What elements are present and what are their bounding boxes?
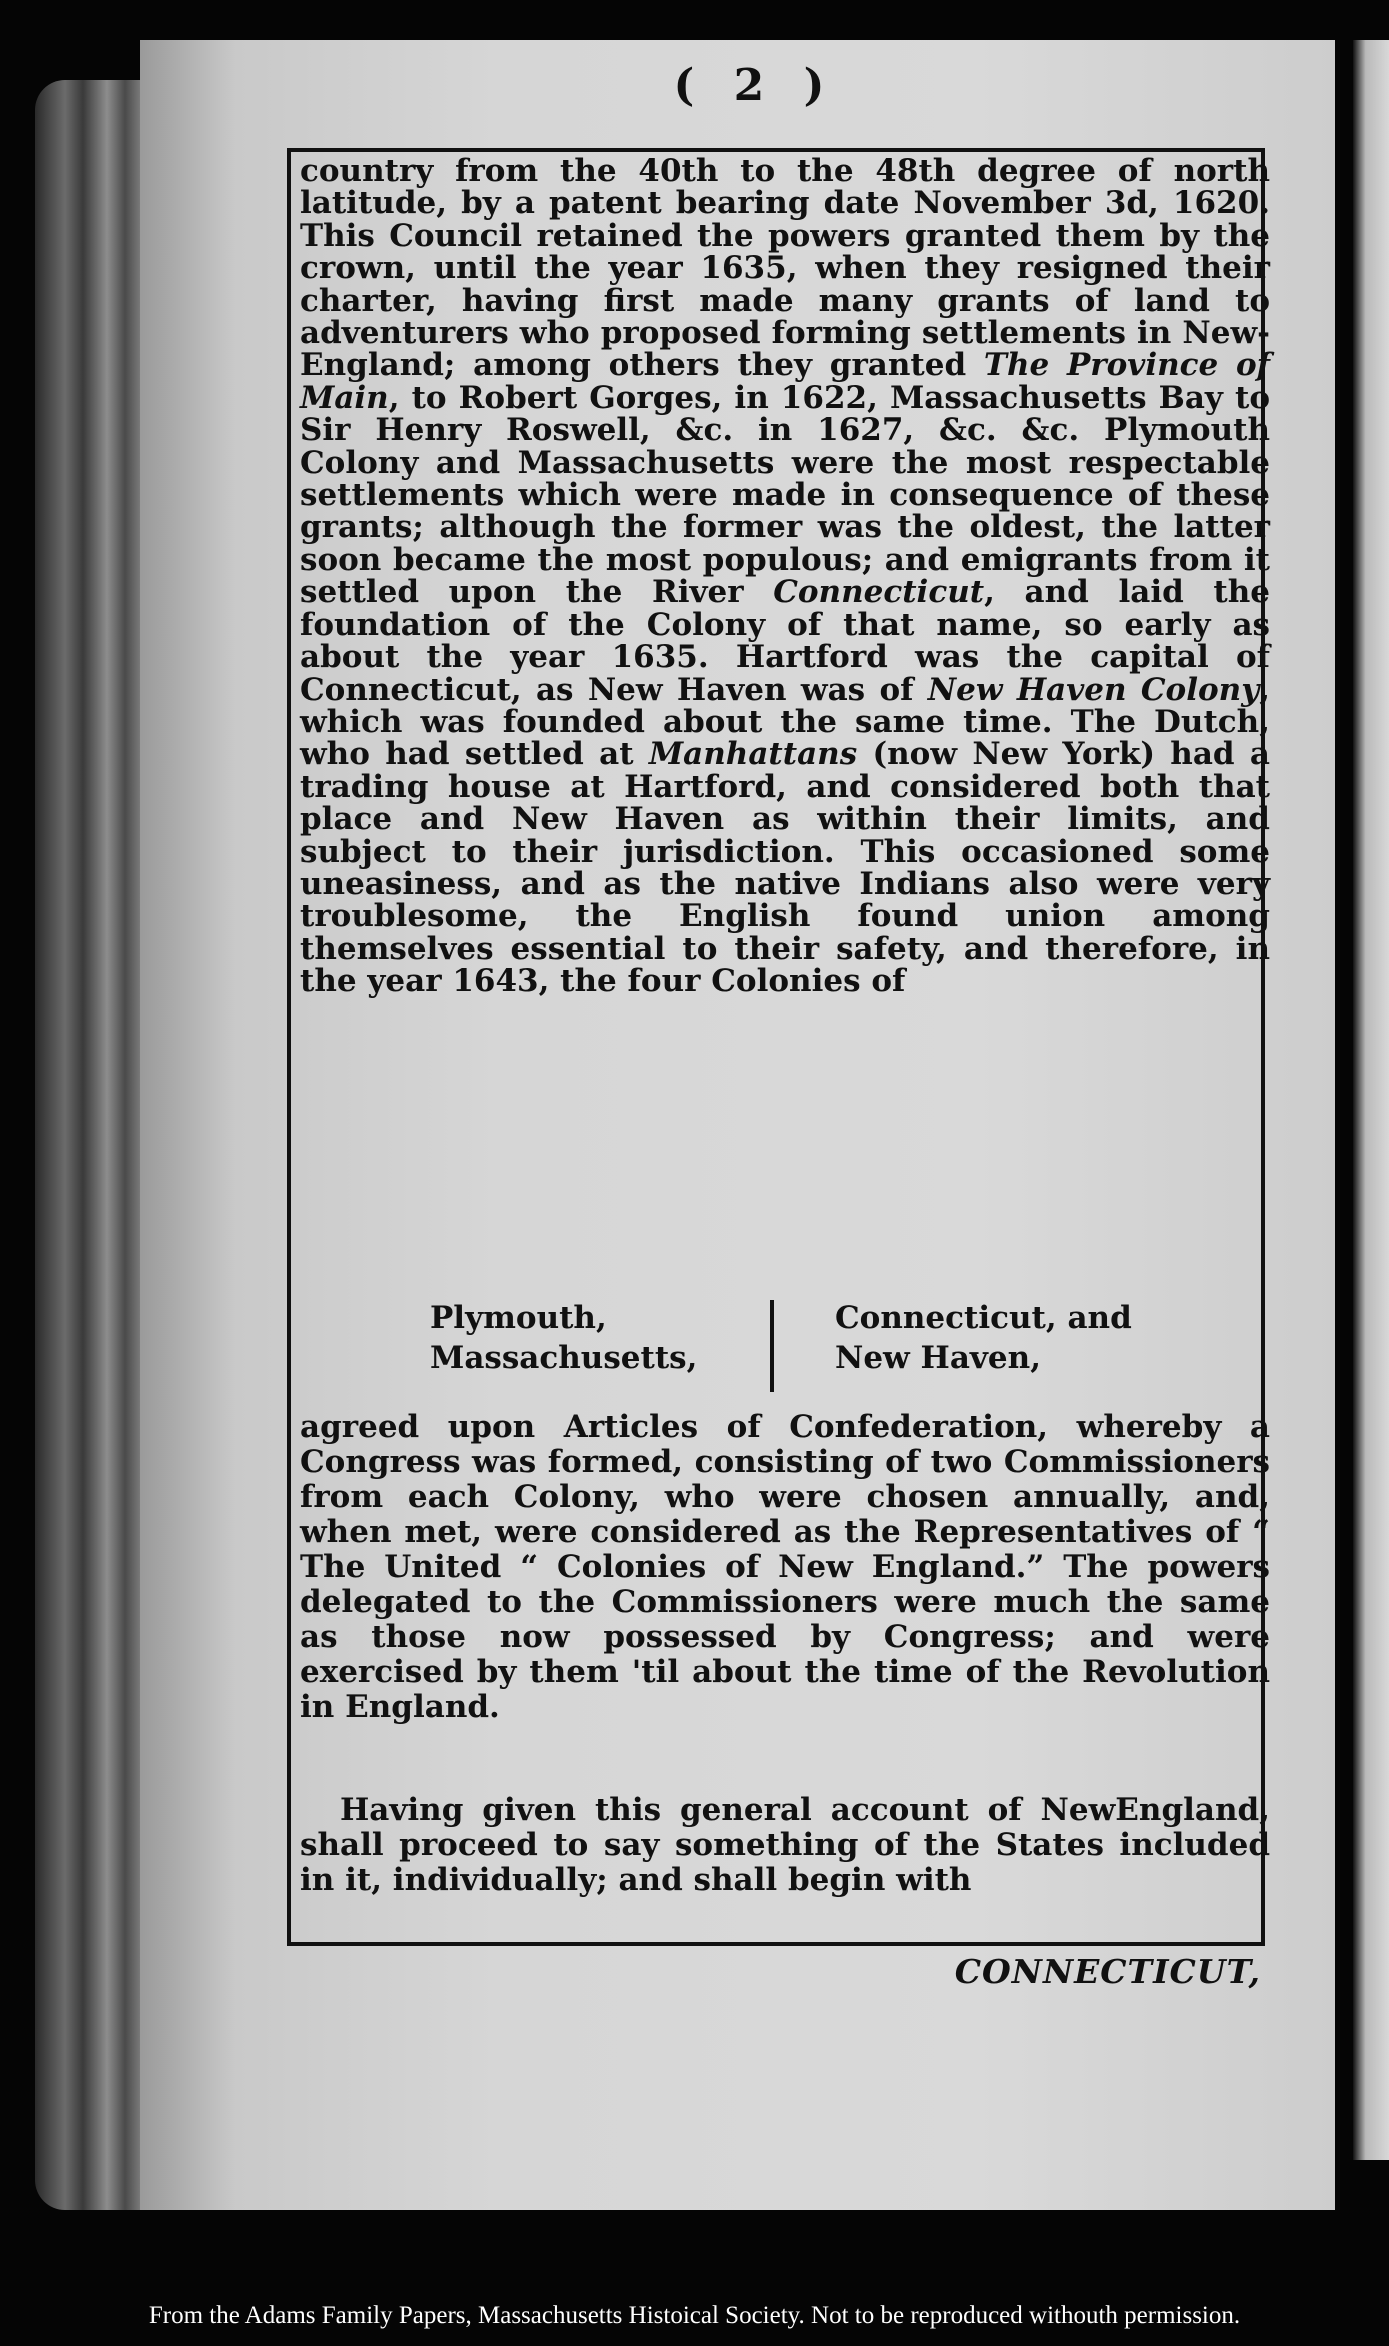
paragraph-2	[300, 1410, 1270, 1725]
catchword: CONNECTICUT,	[954, 1952, 1261, 1991]
paragraph-1-text-a: country from the 40th to the 48th degree of north latitude, by a patent bearing date November 3d, 1620. This Council retained the powers granted them by the crown, until the year 1635, when they resigned their charter, having first made many grants of land to adventurers who proposed forming settlements in New-England; among others they granted	[300, 153, 1270, 384]
paragraph-1-text-d: , which was founded about the same time. The Dutch, who had settled at	[300, 671, 1270, 773]
colonies-list	[300, 1298, 1260, 1390]
paragraph-1-text-e: (now New York) had a trading house at Hartford, and considered both that place and New Haven as within their limits, and subject to their jurisdiction. This occasioned some uneasiness, and as the native Indians also were very troublesome, the English found union among themselves essential to their safety, and therefore, in the year 1643, the four Colonies of	[300, 736, 1270, 1000]
colony-new-haven: New Haven,	[835, 1340, 1041, 1376]
colonies-left-column	[430, 1298, 730, 1378]
italic-province-of-main: The Province of Main	[300, 347, 1270, 416]
paragraph-1	[300, 155, 1270, 998]
colonies-right-column	[835, 1298, 1215, 1378]
colony-massachusetts: Massachusetts,	[430, 1340, 698, 1376]
colony-connecticut: Connecticut, and	[835, 1300, 1132, 1336]
paragraph-1-text-c: , and laid the foundation of the Colony of that name, so early as about the year 1635. Hartford was the capital of Connecticut, as New Haven was of	[300, 574, 1270, 708]
paragraph-2-text: agreed upon Articles of Confederation, whereby a Congress was formed, consisting of two Commissioners from each Colony, who were chosen annually, and, when met, were considered as the Representatives of “ The United “ Colonies of New England.” The powers delegated to the Commissioners were much the same as those now possessed by Congress; and were exercised by them 'til about the time of the Revolution in England.	[300, 1409, 1270, 1725]
italic-new-haven-colony: New Haven Colony	[927, 671, 1260, 708]
footer-credit: From the Adams Family Papers, Massachusetts Histoical Society. Not to be reproduced withouth permission.	[148, 2302, 1241, 2329]
colony-plymouth: Plymouth,	[430, 1300, 607, 1336]
paragraph-1-text-b: , to Robert Gorges, in 1622, Massachusetts Bay to Sir Henry Roswell, &c. in 1627, &c. &c. Plymouth Colony and Massachusetts were the most respectable settlements which were made in consequence of these grants; although the former was the oldest, the latter soon became the most populous; and emigrants from it settled upon the River	[300, 379, 1270, 611]
facing-page-edge	[1353, 40, 1389, 2160]
colonies-divider	[770, 1300, 774, 1392]
paragraph-3	[300, 1793, 1270, 1898]
page-number: ( 2 )	[673, 60, 837, 111]
italic-connecticut: Connecticut	[773, 574, 985, 611]
paragraph-3-text: Having given this general account of NewEngland, shall proceed to say something of the States included in it, individually; and shall begin with	[300, 1792, 1270, 1898]
italic-manhattans: Manhattans	[648, 736, 858, 773]
book-page-edges	[35, 80, 155, 2210]
